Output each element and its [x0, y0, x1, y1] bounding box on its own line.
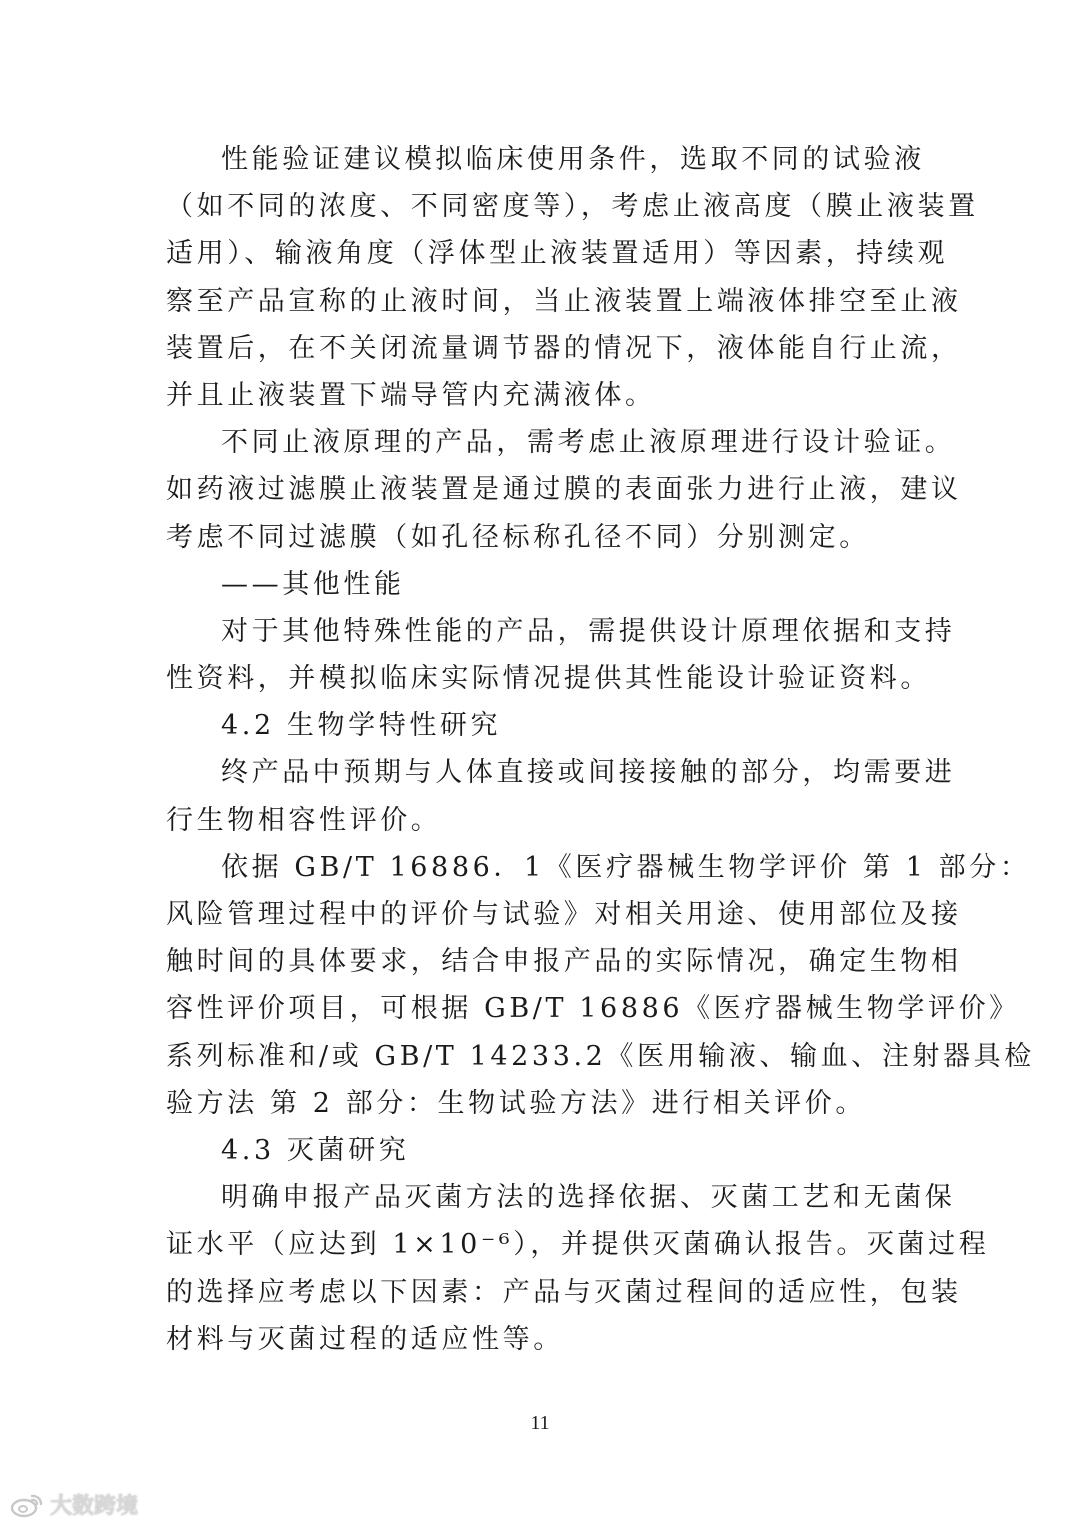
paragraph-line: 性资料，并模拟临床实际情况提供其性能设计验证资料。 — [166, 663, 931, 695]
section-heading: ——其他性能 — [221, 568, 405, 600]
paragraph-line: 考虑不同过滤膜（如孔径标称孔径不同）分别测定。 — [166, 521, 870, 553]
paragraph-line: 风险管理过程中的评价与试验》对相关用途、使用部位及接 — [166, 899, 962, 930]
paragraph-line: 行生物相容性评价。 — [166, 804, 442, 836]
paragraph-line: 对于其他特殊性能的产品，需提供设计原理依据和支持 — [221, 615, 956, 647]
document-body — [166, 136, 1035, 1363]
paragraph-line: 的选择应考虑以下因素：产品与灭菌过程间的适应性，包装 — [166, 1276, 962, 1308]
paragraph-line: 如药液过滤膜止液装置是通过膜的表面张力进行止液，建议 — [166, 474, 962, 506]
paragraph-line: 触时间的具体要求，结合申报产品的实际情况，确定生物相 — [166, 946, 962, 978]
section-heading: 4.2 生物学特性研究 — [221, 710, 502, 742]
paragraph-line: 证水平（应达到 1×10⁻⁶），并提供灭菌确认报告。灭菌过程 — [166, 1229, 990, 1261]
paragraph-line: 容性评价项目，可根据 GB/T 16886《医疗器械生物学评价》 — [166, 993, 1020, 1025]
paragraph-line: 装置后，在不关闭流量调节器的情况下，液体能自行止流， — [166, 332, 962, 364]
paragraph-line: 不同止液原理的产品，需考虑止液原理进行设计验证。 — [221, 427, 956, 459]
paragraph-line: 验方法 第 2 部分：生物试验方法》进行相关评价。 — [166, 1087, 866, 1119]
paragraph-line: 察至产品宣称的止液时间，当止液装置上端液体排空至止液 — [166, 285, 962, 317]
paragraph-line: 材料与灭菌过程的适应性等。 — [166, 1323, 564, 1355]
paragraph-line: 适用）、输液角度（浮体型止液装置适用）等因素，持续观 — [166, 238, 949, 270]
paragraph-line: 并且止液装置下端导管内充满液体。 — [166, 379, 656, 411]
paragraph-line: （如不同的浓度、不同密度等），考虑止液高度（膜止液装置 — [166, 191, 979, 223]
paragraph-line: 明确申报产品灭菌方法的选择依据、灭菌工艺和无菌保 — [221, 1182, 956, 1214]
paragraph-line: 终产品中预期与人体直接或间接接触的部分，均需要进 — [221, 757, 956, 789]
paragraph-line: 性能验证建议模拟临床使用条件，选取不同的试验液 — [221, 144, 925, 175]
paragraph-line: 依据 GB/T 16886．1《医疗器械生物学评价 第 1 部分： — [221, 851, 1031, 883]
page-number: 11 — [530, 1412, 550, 1434]
section-heading: 4.3 灭菌研究 — [221, 1134, 410, 1166]
paragraph-line: 系列标准和/或 GB/T 14233.2《医用输液、输血、注射器具检 — [166, 1040, 1035, 1072]
watermark-text: 大数跨境 — [50, 1494, 139, 1519]
weibo-logo-icon — [10, 1492, 44, 1518]
watermark — [10, 1489, 138, 1520]
